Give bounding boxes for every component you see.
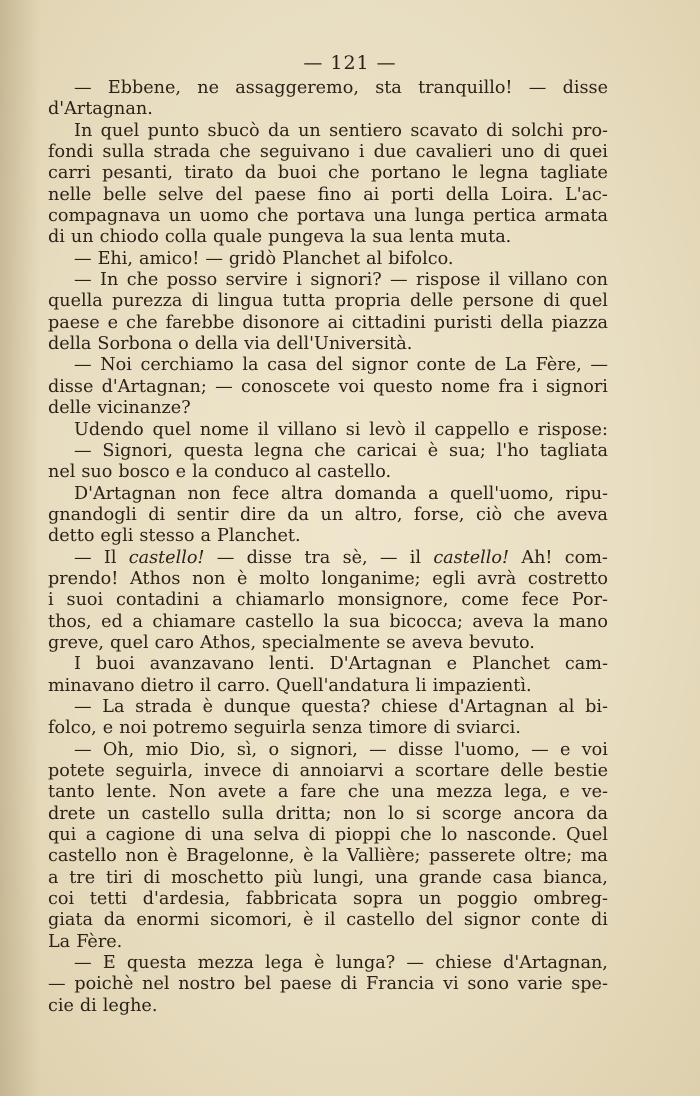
text-line: gnandogli di sentir dire da un altro, forse, ciò che aveva: [48, 504, 608, 525]
text-line: nel suo bosco e la conduco al castello.: [48, 462, 392, 483]
text-line: thos, ed a chiamare castello la sua bicocca; aveva la mano: [48, 611, 608, 632]
text-line: — poichè nel nostro bel paese di Francia vi sono varie spe-: [48, 974, 608, 995]
text-line: giata da enormi sicomori, è il castello del signor conte di: [48, 910, 608, 931]
text-line: — Signori, questa legna che caricai è sua; l'ho tagliata: [74, 440, 608, 461]
text-line: a tre tiri di moschetto più lungi, una grande casa bianca,: [48, 867, 608, 888]
text-line: nelle belle selve del paese fino ai porti della Loira. L'ac-: [48, 184, 608, 205]
page-edge-shadow: [0, 0, 40, 1096]
text-line: d'Artagnan.: [48, 99, 153, 120]
text-line: — La strada è dunque questa? chiese d'Artagnan al bi-: [74, 696, 608, 717]
text-line: — E questa mezza lega è lunga? — chiese d'Artagnan,: [74, 953, 608, 974]
text-line: — Oh, mio Dio, sì, o signori, — disse l'uomo, — e voi: [74, 739, 608, 760]
text-line: potete seguirla, invece di annoiarvi a scortare delle bestie: [48, 761, 608, 781]
page-number: — 121 —: [303, 52, 397, 74]
text-line: Udendo quel nome il villano si levò il cappello e rispose:: [74, 419, 608, 440]
text-line: della Sorbona o della via dell'Università.: [48, 334, 413, 355]
text-line: quella purezza di lingua tutta propria delle persone di quel: [48, 291, 608, 312]
text-line: disse d'Artagnan; — conoscete voi questo nome fra i signori: [48, 376, 608, 397]
text-line: folco, e noi potremo seguirla senza timore di sviarci.: [48, 718, 521, 739]
text-line: — In che posso servire i signori? — rispose il villano con: [74, 270, 608, 291]
text-line: tanto lente. Non avete a fare che una mezza lega, e ve-: [48, 782, 608, 803]
text-line: paese e che farebbe disonore ai cittadini puristi della piazza: [48, 312, 608, 333]
text-line: drete un castello sulla dritta; non lo si scorge ancora da: [48, 803, 608, 824]
text-line: fondi sulla strada che seguivano i due cavalieri uno di quei: [48, 142, 608, 163]
text-line: — Noi cerchiamo la casa del signor conte de La Fère, —: [74, 355, 608, 376]
text-line: I buoi avanzavano lenti. D'Artagnan e Planchet cam-: [74, 654, 608, 675]
text-line: La Fère.: [48, 931, 123, 952]
text-line: cie di leghe.: [48, 995, 158, 1016]
text-line: detto egli stesso a Planchet.: [48, 526, 301, 547]
text-line: — Ehi, amico! — gridò Planchet al bifolco.: [74, 248, 454, 269]
text-line: — Ebbene, ne assaggeremo, sta tranquillo! — disse: [74, 78, 608, 98]
text-line: delle vicinanze?: [48, 398, 191, 419]
text-line: compagnava un uomo che portava una lunga pertica armata: [48, 206, 608, 227]
text-line: coi tetti d'ardesia, fabbricata sopra un poggio ombreg-: [48, 889, 608, 910]
text-line: carri pesanti, tirato da buoi che portano le legna tagliate: [48, 163, 608, 184]
text-line: D'Artagnan non fece altra domanda a quell'uomo, ripu-: [74, 483, 608, 504]
text-line: di un chiodo colla quale pungeva la sua lenta muta.: [48, 227, 512, 248]
text-line: — Il castello! — disse tra sè, — il castello! Ah! com-: [74, 547, 608, 568]
text-line: i suoi contadini a chiamarlo monsignore, come fece Por-: [48, 590, 608, 611]
text-line: prendo! Athos non è molto longanime; egli avrà costretto: [48, 568, 608, 589]
text-line: greve, quel caro Athos, specialmente se aveva bevuto.: [48, 632, 535, 653]
text-line: castello non è Bragelonne, è la Vallière; passerete oltre; ma: [48, 846, 608, 867]
text-line: qui a cagione di una selva di pioppi che lo nasconde. Quel: [48, 825, 608, 846]
body-text: [48, 78, 608, 1017]
text-line: In quel punto sbucò da un sentiero scavato di solchi pro-: [74, 120, 608, 141]
text-line: minavano dietro il carro. Quell'andatura li impazientì.: [48, 675, 532, 696]
